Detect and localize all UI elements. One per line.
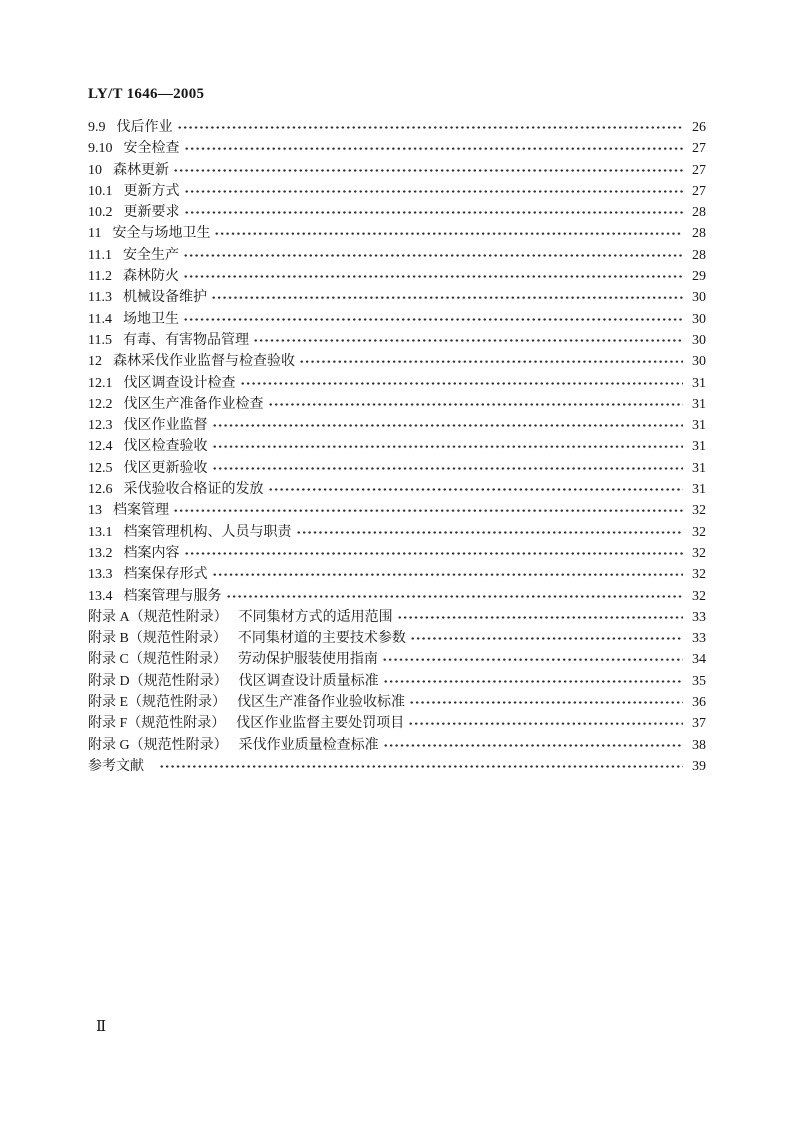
toc-entry-page: 31 xyxy=(692,375,706,391)
toc-entry-title: 伐区更新验收 xyxy=(123,460,208,476)
dot-leader xyxy=(212,458,684,479)
toc-entry-page: 27 xyxy=(692,183,706,199)
toc-entry xyxy=(88,245,706,266)
toc-entry-page: 32 xyxy=(692,503,706,519)
dot-leader xyxy=(226,586,684,607)
toc-entry-number: 12.2 xyxy=(88,396,113,412)
toc-entry-number: 附录 E（规范性附录） xyxy=(88,695,227,711)
toc-entry xyxy=(88,586,706,607)
toc-entry-page: 33 xyxy=(692,631,706,647)
toc-entry-page: 33 xyxy=(692,609,706,625)
dot-leader xyxy=(173,500,683,521)
toc-entry xyxy=(88,373,706,394)
toc-entry-page: 36 xyxy=(692,695,706,711)
dot-leader xyxy=(183,309,683,330)
toc-entry-page: 28 xyxy=(692,226,706,242)
toc-entry xyxy=(88,436,706,457)
standard-number-header: LY/T 1646—2005 xyxy=(88,86,205,102)
dot-leader xyxy=(177,117,684,138)
toc-entry-page: 29 xyxy=(692,269,706,285)
toc-entry-title: 伐区生产准备作业验收标准 xyxy=(237,695,406,711)
toc-entry-number: 11.2 xyxy=(88,269,112,285)
toc-entry-number: 参考文献 xyxy=(88,758,144,774)
toc-entry-page: 27 xyxy=(692,141,706,157)
toc-entry xyxy=(88,181,706,202)
toc-entry-page: 32 xyxy=(692,567,706,583)
toc-entry-title: 不同集材道的主要技术参数 xyxy=(237,631,406,647)
dot-leader xyxy=(268,394,684,415)
toc-entry-title: 伐区作业监督主要处罚项目 xyxy=(236,716,405,732)
dot-leader xyxy=(184,543,684,564)
dot-leader xyxy=(410,628,683,649)
toc-entry-title: 档案管理 xyxy=(113,503,169,519)
toc-entry xyxy=(88,309,706,330)
toc-entry-page: 30 xyxy=(692,332,706,348)
dot-leader xyxy=(383,671,683,692)
toc-entry-number: 13 xyxy=(88,503,102,519)
toc-entry xyxy=(88,458,706,479)
toc-entry-title: 伐区调查设计检查 xyxy=(123,375,236,391)
toc-entry-number: 13.2 xyxy=(88,545,113,561)
toc-entry-page: 31 xyxy=(692,482,706,498)
toc-entry xyxy=(88,266,706,287)
toc-entry-number: 附录 C（规范性附录） xyxy=(88,652,227,668)
dot-leader xyxy=(383,735,683,756)
toc-entry-number: 10.1 xyxy=(88,183,113,199)
toc-entry xyxy=(88,756,706,777)
toc-entry-page: 31 xyxy=(692,439,706,455)
toc-entry-number: 11.3 xyxy=(88,290,112,306)
toc-entry-number: 13.4 xyxy=(88,588,113,604)
toc-entry-number: 12.4 xyxy=(88,439,113,455)
toc-entry-number: 附录 F（规范性附录） xyxy=(88,716,226,732)
dot-leader xyxy=(212,415,684,436)
page-number: Ⅱ xyxy=(96,1019,107,1035)
dot-leader xyxy=(296,522,684,543)
toc-entry-title: 森林采伐作业监督与检查验收 xyxy=(113,354,295,370)
toc-entry-page: 31 xyxy=(692,460,706,476)
toc-entry-title: 采伐验收合格证的发放 xyxy=(123,482,264,498)
toc-entry-page: 35 xyxy=(692,673,706,689)
toc-entry-page: 32 xyxy=(692,545,706,561)
toc-entry xyxy=(88,522,706,543)
toc-entry-number: 附录 B（规范性附录） xyxy=(88,631,227,647)
toc-entry-number: 13.1 xyxy=(88,524,113,540)
toc-entry-page: 34 xyxy=(692,652,706,668)
toc-entry-number: 12 xyxy=(88,354,102,370)
dot-leader xyxy=(184,181,684,202)
dot-leader xyxy=(183,245,683,266)
dot-leader xyxy=(184,202,684,223)
dot-leader xyxy=(382,649,683,670)
toc-entry-title: 伐区作业监督 xyxy=(123,418,208,434)
toc-entry-page: 30 xyxy=(692,354,706,370)
toc-entry-page: 32 xyxy=(692,524,706,540)
toc-entry-number: 附录 G（规范性附录） xyxy=(88,737,228,753)
toc-entry-title: 更新方式 xyxy=(123,183,180,199)
toc-entry xyxy=(88,543,706,564)
toc-entry-number: 10.2 xyxy=(88,205,113,221)
toc-entry-number: 12.1 xyxy=(88,375,113,391)
toc-entry xyxy=(88,394,706,415)
toc-entry-title: 有毒、有害物品管理 xyxy=(122,332,249,348)
dot-leader xyxy=(299,351,683,372)
toc-entry xyxy=(88,330,706,351)
toc-entry xyxy=(88,138,706,159)
toc-entry-title: 安全与场地卫生 xyxy=(112,226,211,242)
toc-entry-title: 劳动保护服装使用指南 xyxy=(237,652,378,668)
toc-entry xyxy=(88,649,706,670)
dot-leader xyxy=(397,607,683,628)
toc-entry-number: 附录 D（规范性附录） xyxy=(88,673,228,689)
toc-entry xyxy=(88,479,706,500)
toc-entry-title: 伐区生产准备作业检查 xyxy=(123,396,264,412)
toc-entry xyxy=(88,202,706,223)
dot-leader xyxy=(240,373,684,394)
toc-entry-number: 11.4 xyxy=(88,311,112,327)
toc-entry-number: 12.6 xyxy=(88,482,113,498)
toc-entry xyxy=(88,628,706,649)
toc-entry-title: 伐后作业 xyxy=(116,120,173,135)
dot-leader xyxy=(159,756,683,777)
toc-entry xyxy=(88,117,706,138)
toc-entry-number: 13.3 xyxy=(88,567,113,583)
dot-leader xyxy=(212,564,684,585)
dot-leader xyxy=(253,330,683,351)
toc-entry-page: 30 xyxy=(692,290,706,306)
toc-entry xyxy=(88,735,706,756)
toc-entry-title: 森林防火 xyxy=(122,269,179,285)
toc-entry xyxy=(88,500,706,521)
toc-entry-page: 28 xyxy=(692,247,706,263)
toc-entry-number: 11 xyxy=(88,226,102,242)
dot-leader xyxy=(268,479,684,500)
toc-entry-title: 伐区检查验收 xyxy=(123,439,208,455)
toc-entry-page: 31 xyxy=(692,396,706,412)
toc-entry xyxy=(88,351,706,372)
toc-entry-page: 38 xyxy=(692,737,706,753)
toc-entry-page: 27 xyxy=(692,162,706,178)
dot-leader xyxy=(214,223,683,244)
toc-entry xyxy=(88,415,706,436)
dot-leader xyxy=(212,436,684,457)
dot-leader xyxy=(183,266,683,287)
toc-entry xyxy=(88,713,706,734)
toc-entry-title: 档案管理与服务 xyxy=(123,588,222,604)
dot-leader xyxy=(408,713,683,734)
toc-entry-page: 39 xyxy=(692,758,706,774)
toc-entry xyxy=(88,287,706,308)
toc-entry-number: 12.3 xyxy=(88,418,113,434)
dot-leader xyxy=(409,692,683,713)
toc-entry-title: 场地卫生 xyxy=(122,311,179,327)
toc-entry-page: 26 xyxy=(692,120,706,135)
toc-entry-page: 32 xyxy=(692,588,706,604)
toc-entry xyxy=(88,607,706,628)
dot-leader xyxy=(211,287,683,308)
toc-entry-number: 9.10 xyxy=(88,141,113,157)
toc-entry xyxy=(88,223,706,244)
toc-entry-title: 机械设备维护 xyxy=(122,290,207,306)
toc-entry-title: 安全检查 xyxy=(123,141,180,157)
toc-entry-title: 档案管理机构、人员与职责 xyxy=(123,524,292,540)
toc-entry-number: 11.1 xyxy=(88,247,112,263)
toc-entry-title: 更新要求 xyxy=(123,205,180,221)
toc-entry-number: 12.5 xyxy=(88,460,113,476)
toc-entry-title: 森林更新 xyxy=(113,162,169,178)
toc-entry-title: 安全生产 xyxy=(122,247,179,263)
toc-entry-number: 10 xyxy=(88,162,102,178)
dot-leader xyxy=(184,138,684,159)
dot-leader xyxy=(173,160,683,181)
toc-entry-page: 28 xyxy=(692,205,706,221)
toc-entry-title: 档案保存形式 xyxy=(123,567,208,583)
toc-entry-title: 档案内容 xyxy=(123,545,180,561)
toc-entry-page: 30 xyxy=(692,311,706,327)
toc-entry xyxy=(88,692,706,713)
toc-entry-number: 附录 A（规范性附录） xyxy=(88,609,228,625)
toc-entry xyxy=(88,160,706,181)
toc-entry-title: 采伐作业质量检查标准 xyxy=(238,737,379,753)
toc-entry-title: 不同集材方式的适用范围 xyxy=(238,609,393,625)
toc-entry-title: 伐区调查设计质量标准 xyxy=(238,673,379,689)
toc-entry-number: 9.9 xyxy=(88,120,106,135)
toc-entry-page: 31 xyxy=(692,418,706,434)
table-of-contents xyxy=(88,117,706,777)
toc-entry xyxy=(88,671,706,692)
toc-entry-number: 11.5 xyxy=(88,332,112,348)
toc-entry-page: 37 xyxy=(692,716,706,732)
toc-entry xyxy=(88,564,706,585)
